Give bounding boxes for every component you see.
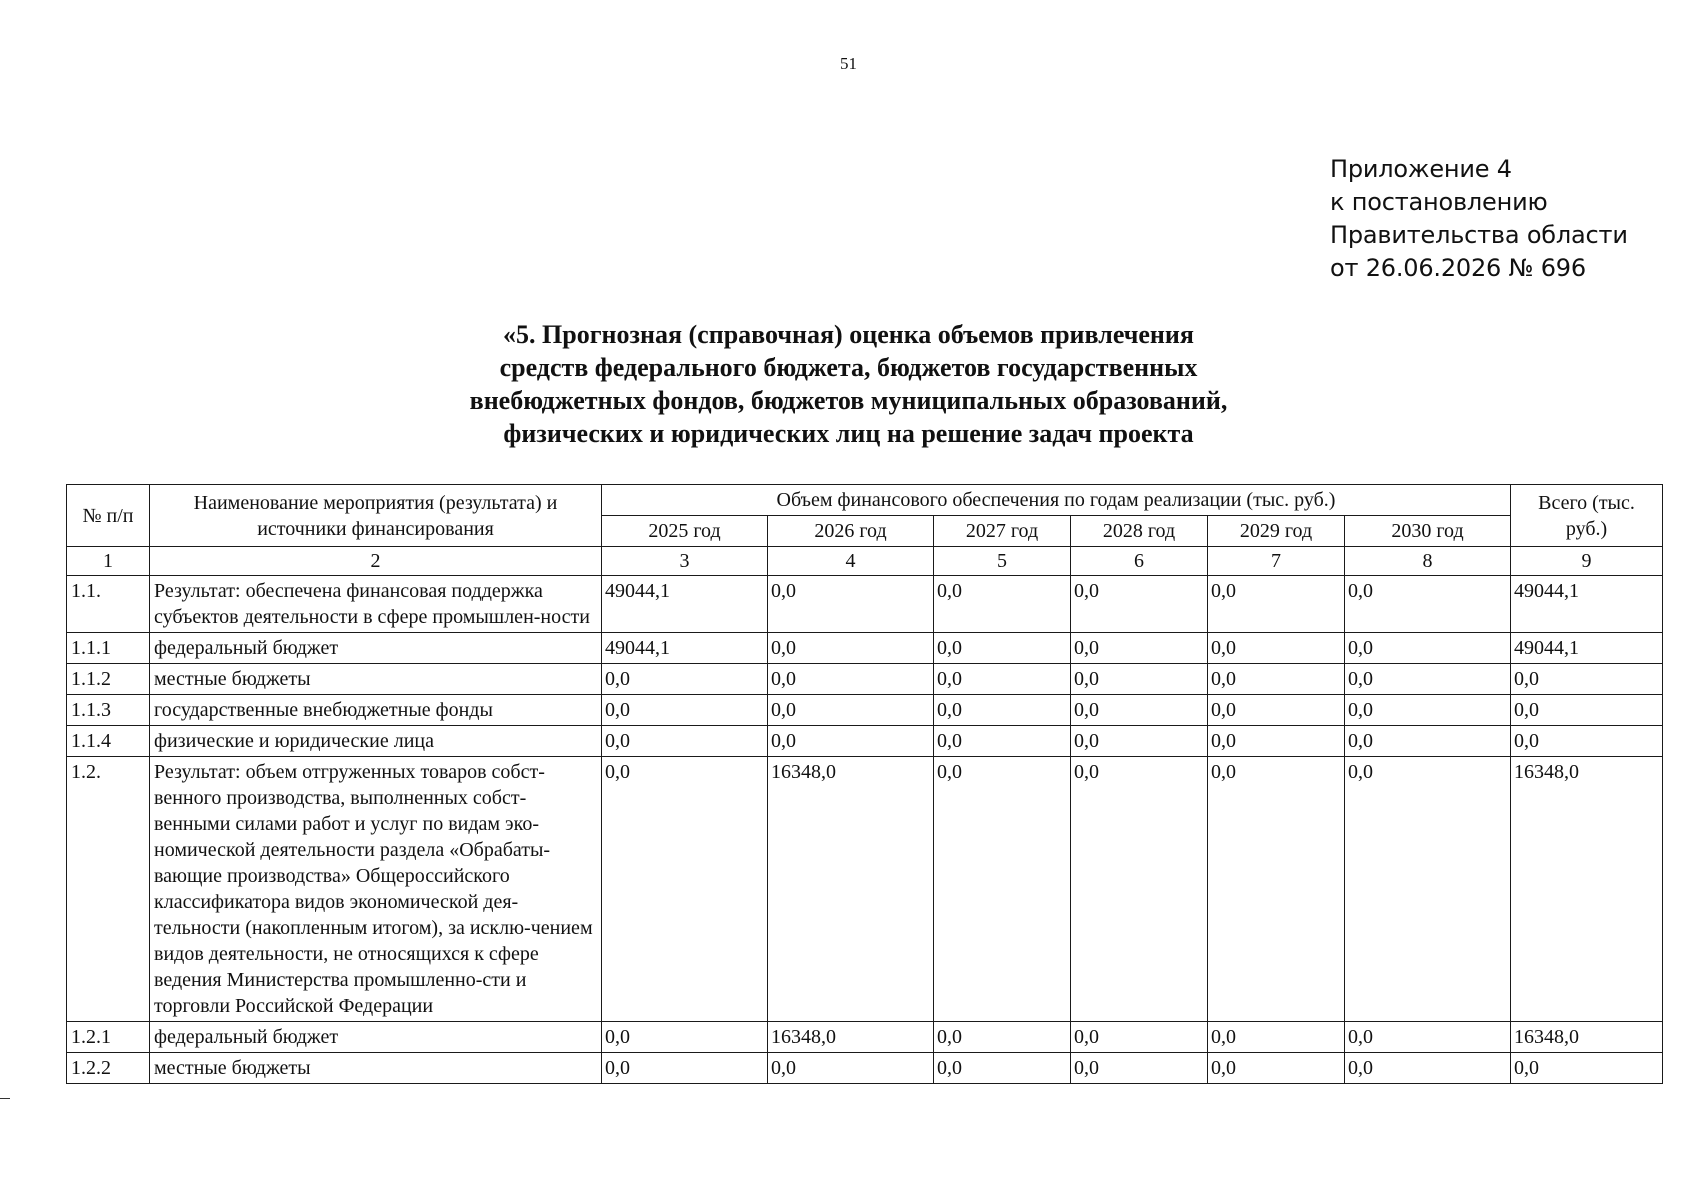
row-value: 49044,1 [602, 576, 768, 633]
row-number: 1.2. [67, 757, 150, 1022]
row-value: 0,0 [934, 1053, 1071, 1084]
row-value: 0,0 [602, 664, 768, 695]
row-value: 16348,0 [768, 757, 934, 1022]
column-number-row [67, 547, 1663, 576]
row-name: физические и юридические лица [150, 726, 602, 757]
header-year: 2027 год [934, 516, 1071, 547]
title-line: физических и юридических лиц на решение задач проекта [503, 419, 1194, 448]
column-number: 8 [1345, 547, 1511, 576]
row-value: 0,0 [602, 757, 768, 1022]
row-value: 0,0 [768, 1053, 934, 1084]
header-year: 2026 год [768, 516, 934, 547]
row-value: 16348,0 [768, 1022, 934, 1053]
table-row [67, 633, 1663, 664]
header-year: 2028 год [1071, 516, 1208, 547]
document-title [0, 318, 1697, 450]
column-number: 1 [67, 547, 150, 576]
row-value: 0,0 [1071, 1022, 1208, 1053]
row-value: 0,0 [1071, 633, 1208, 664]
page-number: 51 [840, 54, 857, 73]
row-name: местные бюджеты [150, 664, 602, 695]
row-number: 1.1.3 [67, 695, 150, 726]
row-value: 0,0 [602, 1022, 768, 1053]
row-name: федеральный бюджет [150, 1022, 602, 1053]
table-row [67, 1053, 1663, 1084]
row-number: 1.1.1 [67, 633, 150, 664]
table-row [67, 726, 1663, 757]
row-value: 0,0 [1345, 695, 1511, 726]
row-total: 16348,0 [1511, 757, 1663, 1022]
row-value: 0,0 [1071, 576, 1208, 633]
row-value: 0,0 [1345, 633, 1511, 664]
row-total: 49044,1 [1511, 576, 1663, 633]
row-value: 0,0 [1071, 664, 1208, 695]
financing-table [66, 484, 1663, 1084]
row-value: 0,0 [1345, 1022, 1511, 1053]
row-value: 0,0 [1071, 726, 1208, 757]
row-total: 49044,1 [1511, 633, 1663, 664]
row-value: 0,0 [602, 1053, 768, 1084]
row-value: 0,0 [934, 1022, 1071, 1053]
row-number: 1.2.2 [67, 1053, 150, 1084]
appendix-block [1330, 153, 1628, 285]
row-value: 0,0 [1345, 757, 1511, 1022]
column-number: 7 [1208, 547, 1345, 576]
row-total: 0,0 [1511, 726, 1663, 757]
row-value: 0,0 [768, 576, 934, 633]
row-value: 0,0 [934, 576, 1071, 633]
title-line: средств федерального бюджета, бюджетов государственных [499, 353, 1198, 382]
row-name: Результат: обеспечена финансовая поддержка субъектов деятельности в сфере промышлен-ности [150, 576, 602, 633]
row-value: 0,0 [602, 695, 768, 726]
row-value: 0,0 [1071, 695, 1208, 726]
appendix-line: от 26.06.2026 № 696 [1330, 254, 1586, 282]
title-line: внебюджетных фондов, бюджетов муниципальных образований, [469, 386, 1228, 415]
column-number: 9 [1511, 547, 1663, 576]
row-value: 0,0 [1345, 664, 1511, 695]
row-total: 16348,0 [1511, 1022, 1663, 1053]
row-value: 0,0 [602, 726, 768, 757]
row-value: 0,0 [934, 726, 1071, 757]
row-number: 1.1.2 [67, 664, 150, 695]
appendix-line: Приложение 4 [1330, 155, 1512, 183]
header-year: 2030 год [1345, 516, 1511, 547]
row-value: 0,0 [768, 664, 934, 695]
header-year: 2029 год [1208, 516, 1345, 547]
row-total: 0,0 [1511, 1053, 1663, 1084]
row-value: 0,0 [934, 633, 1071, 664]
column-number: 4 [768, 547, 934, 576]
row-name: государственные внебюджетные фонды [150, 695, 602, 726]
header-num: № п/п [67, 485, 150, 547]
row-value: 0,0 [934, 664, 1071, 695]
row-number: 1.2.1 [67, 1022, 150, 1053]
row-value: 0,0 [1071, 1053, 1208, 1084]
row-value: 0,0 [1208, 1022, 1345, 1053]
row-value: 0,0 [1208, 633, 1345, 664]
margin-mark [0, 1098, 10, 1099]
title-line: «5. Прогнозная (справочная) оценка объемов привлечения [503, 320, 1194, 349]
row-value: 0,0 [1208, 576, 1345, 633]
row-total: 0,0 [1511, 664, 1663, 695]
row-value: 0,0 [1071, 757, 1208, 1022]
table-row [67, 576, 1663, 633]
row-value: 0,0 [1345, 726, 1511, 757]
table-row [67, 757, 1663, 1022]
row-value: 49044,1 [602, 633, 768, 664]
row-total: 0,0 [1511, 695, 1663, 726]
row-value: 0,0 [1345, 1053, 1511, 1084]
column-number: 3 [602, 547, 768, 576]
row-number: 1.1. [67, 576, 150, 633]
row-value: 0,0 [934, 695, 1071, 726]
row-value: 0,0 [1208, 1053, 1345, 1084]
row-value: 0,0 [1208, 757, 1345, 1022]
row-number: 1.1.4 [67, 726, 150, 757]
row-name: местные бюджеты [150, 1053, 602, 1084]
column-number: 2 [150, 547, 602, 576]
header-name: Наименование мероприятия (результата) и источники финансирования [150, 485, 602, 547]
table-row [67, 695, 1663, 726]
row-value: 0,0 [1208, 726, 1345, 757]
column-number: 6 [1071, 547, 1208, 576]
row-name: Результат: объем отгруженных товаров собст-венного производства, выполненных собст-венными силами работ и услуг по видам эко-номической деятельности раздела «Обрабаты-вающие производства» Общероссийского классификатора видов экономической дея-тельности (накопленным итогом), за исклю-чением видов деятельности, не относящихся к сфере ведения Министерства промышленно-сти и торговли Российской Федерации [150, 757, 602, 1022]
appendix-line: Правительства области [1330, 221, 1628, 249]
appendix-line: к постановлению [1330, 188, 1548, 216]
row-value: 0,0 [768, 695, 934, 726]
header-volume: Объем финансового обеспечения по годам реализации (тыс. руб.) [602, 485, 1511, 516]
row-name: федеральный бюджет [150, 633, 602, 664]
row-value: 0,0 [934, 757, 1071, 1022]
row-value: 0,0 [768, 726, 934, 757]
row-value: 0,0 [1345, 576, 1511, 633]
header-year: 2025 год [602, 516, 768, 547]
row-value: 0,0 [1208, 695, 1345, 726]
table-row [67, 664, 1663, 695]
row-value: 0,0 [768, 633, 934, 664]
header-total: Всего (тыс. руб.) [1511, 485, 1663, 547]
table-row [67, 1022, 1663, 1053]
column-number: 5 [934, 547, 1071, 576]
row-value: 0,0 [1208, 664, 1345, 695]
